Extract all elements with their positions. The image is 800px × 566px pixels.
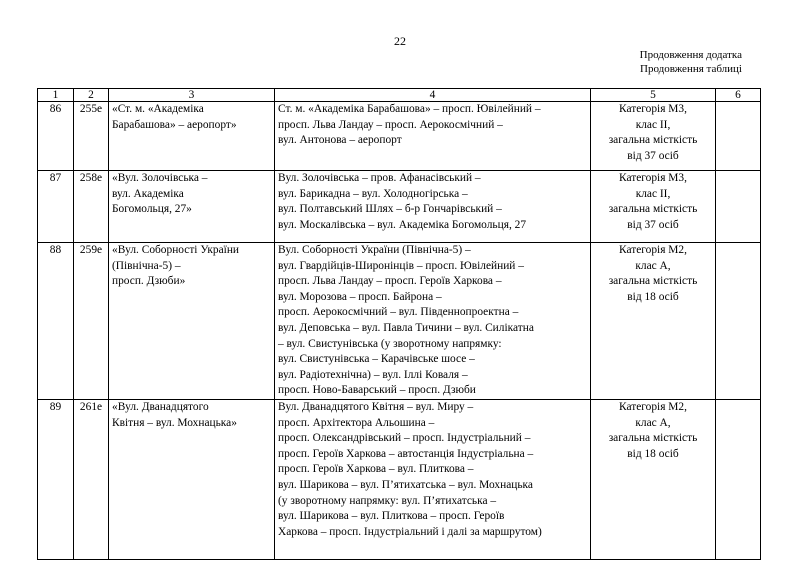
route-name-cell-line: вул. Академіка [112,187,184,200]
route-number-cell: 258е [74,171,109,243]
route-path-cell-line: Харкова – просп. Індустріальний і далі за маршрутом) [278,525,542,538]
column-number: 3 [109,89,275,102]
table-row [38,171,761,243]
vehicle-category-cell-line: загальна місткість [608,432,698,445]
route-path-cell-line: – вул. Свистунівська (у зворотному напрямку: [278,337,502,350]
table-body [38,102,761,560]
page-number: 22 [394,34,406,48]
note-cell [716,399,761,559]
route-name-cell [109,243,275,400]
route-path-cell [275,171,591,243]
route-name-cell-line: Богомольця, 27» [112,203,192,216]
column-number: 4 [275,89,591,102]
row-number-cell: 89 [38,399,74,559]
route-path-cell-line: вул. Свистунівська – Карачівське шосе – [278,353,475,366]
continuation-table: Продовження таблиці [640,63,742,75]
route-path-cell-line: Вул. Дванадцятого Квітня – вул. Миру – [278,400,474,413]
route-name-cell-line: Квітня – вул. Мохнацька» [112,416,237,429]
route-path-cell-line: (у зворотному напрямку: вул. П’ятихатська – [278,494,497,507]
vehicle-category-cell [591,399,716,559]
route-path-cell-line: просп. Героїв Харкова – автостанція Індустріальна – [278,447,534,460]
column-number: 2 [74,89,109,102]
route-path-cell-line: просп. Льва Ландау – просп. Героїв Харкова – [278,275,502,288]
continuation-appendix: Продовження додатка [639,49,742,61]
route-path-cell [275,243,591,400]
route-number-cell: 261е [74,399,109,559]
route-path-cell-line: вул. Барикадна – вул. Холодногірська – [278,187,468,200]
vehicle-category-cell-line: клас ІІ, [635,187,671,200]
continuation-notes [640,48,742,76]
route-name-cell-line: просп. Дзюби» [112,275,186,288]
table-row [38,243,761,400]
route-path-cell [275,102,591,171]
route-path-cell-line: вул. Морозова – просп. Байрона – [278,290,442,303]
route-path-cell-line: просп. Героїв Харкова – вул. Плиткова – [278,463,474,476]
route-path-cell-line: вул. Радіотехнічна) – вул. Іллі Коваля – [278,368,468,381]
route-name-cell [109,102,275,171]
vehicle-category-cell [591,243,716,400]
vehicle-category-cell-line: клас А, [635,259,671,272]
note-cell [716,102,761,171]
route-path-cell-line: вул. Деповська – вул. Павла Тичини – вул. Силікатна [278,321,534,334]
route-path-cell-line: вул. Полтавський Шлях – б-р Гончарівський – [278,203,502,216]
route-number-cell: 259е [74,243,109,400]
route-name-cell-line: (Північна-5) – [112,259,181,272]
column-number: 6 [716,89,761,102]
vehicle-category-cell-line: клас ІІ, [635,118,671,131]
route-path-cell-line: просп. Аерокосмічний – вул. Південнопроектна – [278,306,519,319]
row-number-cell: 87 [38,171,74,243]
route-name-cell-line: «Вул. Золочівська – [112,172,208,184]
route-path-cell-line: просп. Ново-Баварський – просп. Дзюби [278,384,476,397]
route-path-cell-line: просп. Льва Ландау – просп. Аерокосмічний – [278,118,503,131]
route-name-cell [109,399,275,559]
vehicle-category-cell-line: загальна місткість [608,203,698,216]
column-number-row [38,89,761,102]
route-name-cell [109,171,275,243]
row-number-cell: 88 [38,243,74,400]
vehicle-category-cell-line: від 37 осіб [627,218,679,231]
route-path-cell-line: просп. Архітектора Альошина – [278,416,435,429]
route-path-cell-line: вул. Шарикова – вул. П’ятихатська – вул. Мохнацька [278,478,533,491]
vehicle-category-cell-line: Категорія М3, [619,172,687,184]
vehicle-category-cell-line: загальна місткість [608,275,698,288]
route-name-cell-line: «Ст. м. «Академіка [112,103,204,115]
vehicle-category-cell-line: Категорія М2, [619,400,687,413]
vehicle-category-cell-line: клас А, [635,416,671,429]
vehicle-category-cell-line: від 18 осіб [627,290,679,303]
vehicle-category-cell-line: загальна місткість [608,134,698,147]
column-number: 1 [38,89,74,102]
note-cell [716,243,761,400]
vehicle-category-cell [591,171,716,243]
route-name-cell-line: Барабашова» – аеропорт» [112,118,237,131]
route-path-cell-line: Вул. Золочівська – пров. Афанасівський – [278,172,481,184]
route-path-cell-line: Ст. м. «Академіка Барабашова» – просп. Ювілейний – [278,103,541,115]
note-cell [716,171,761,243]
route-path-cell-line: вул. Гвардійців-Широнінців – просп. Ювілейний – [278,259,524,272]
route-path-cell-line: вул. Шарикова – вул. Плиткова – просп. Героїв [278,510,505,523]
routes-table [37,88,761,560]
route-path-cell-line: Вул. Соборності України (Північна-5) – [278,244,471,256]
table-row [38,102,761,171]
vehicle-category-cell-line: від 18 осіб [627,447,679,460]
vehicle-category-cell-line: від 37 осіб [627,149,679,162]
route-path-cell-line: просп. Олександрівський – просп. Індустріальний – [278,432,531,445]
vehicle-category-cell-line: Категорія М3, [619,103,687,115]
route-path-cell-line: вул. Москалівська – вул. Академіка Богомольця, 27 [278,218,527,231]
row-number-cell: 86 [38,102,74,171]
route-number-cell: 255е [74,102,109,171]
route-path-cell [275,399,591,559]
vehicle-category-cell-line: Категорія М2, [619,244,687,256]
vehicle-category-cell [591,102,716,171]
column-number: 5 [591,89,716,102]
route-path-cell-line: вул. Антонова – аеропорт [278,134,402,147]
table-row [38,399,761,559]
route-name-cell-line: «Вул. Соборності України [112,244,240,256]
route-name-cell-line: «Вул. Дванадцятого [112,400,209,413]
